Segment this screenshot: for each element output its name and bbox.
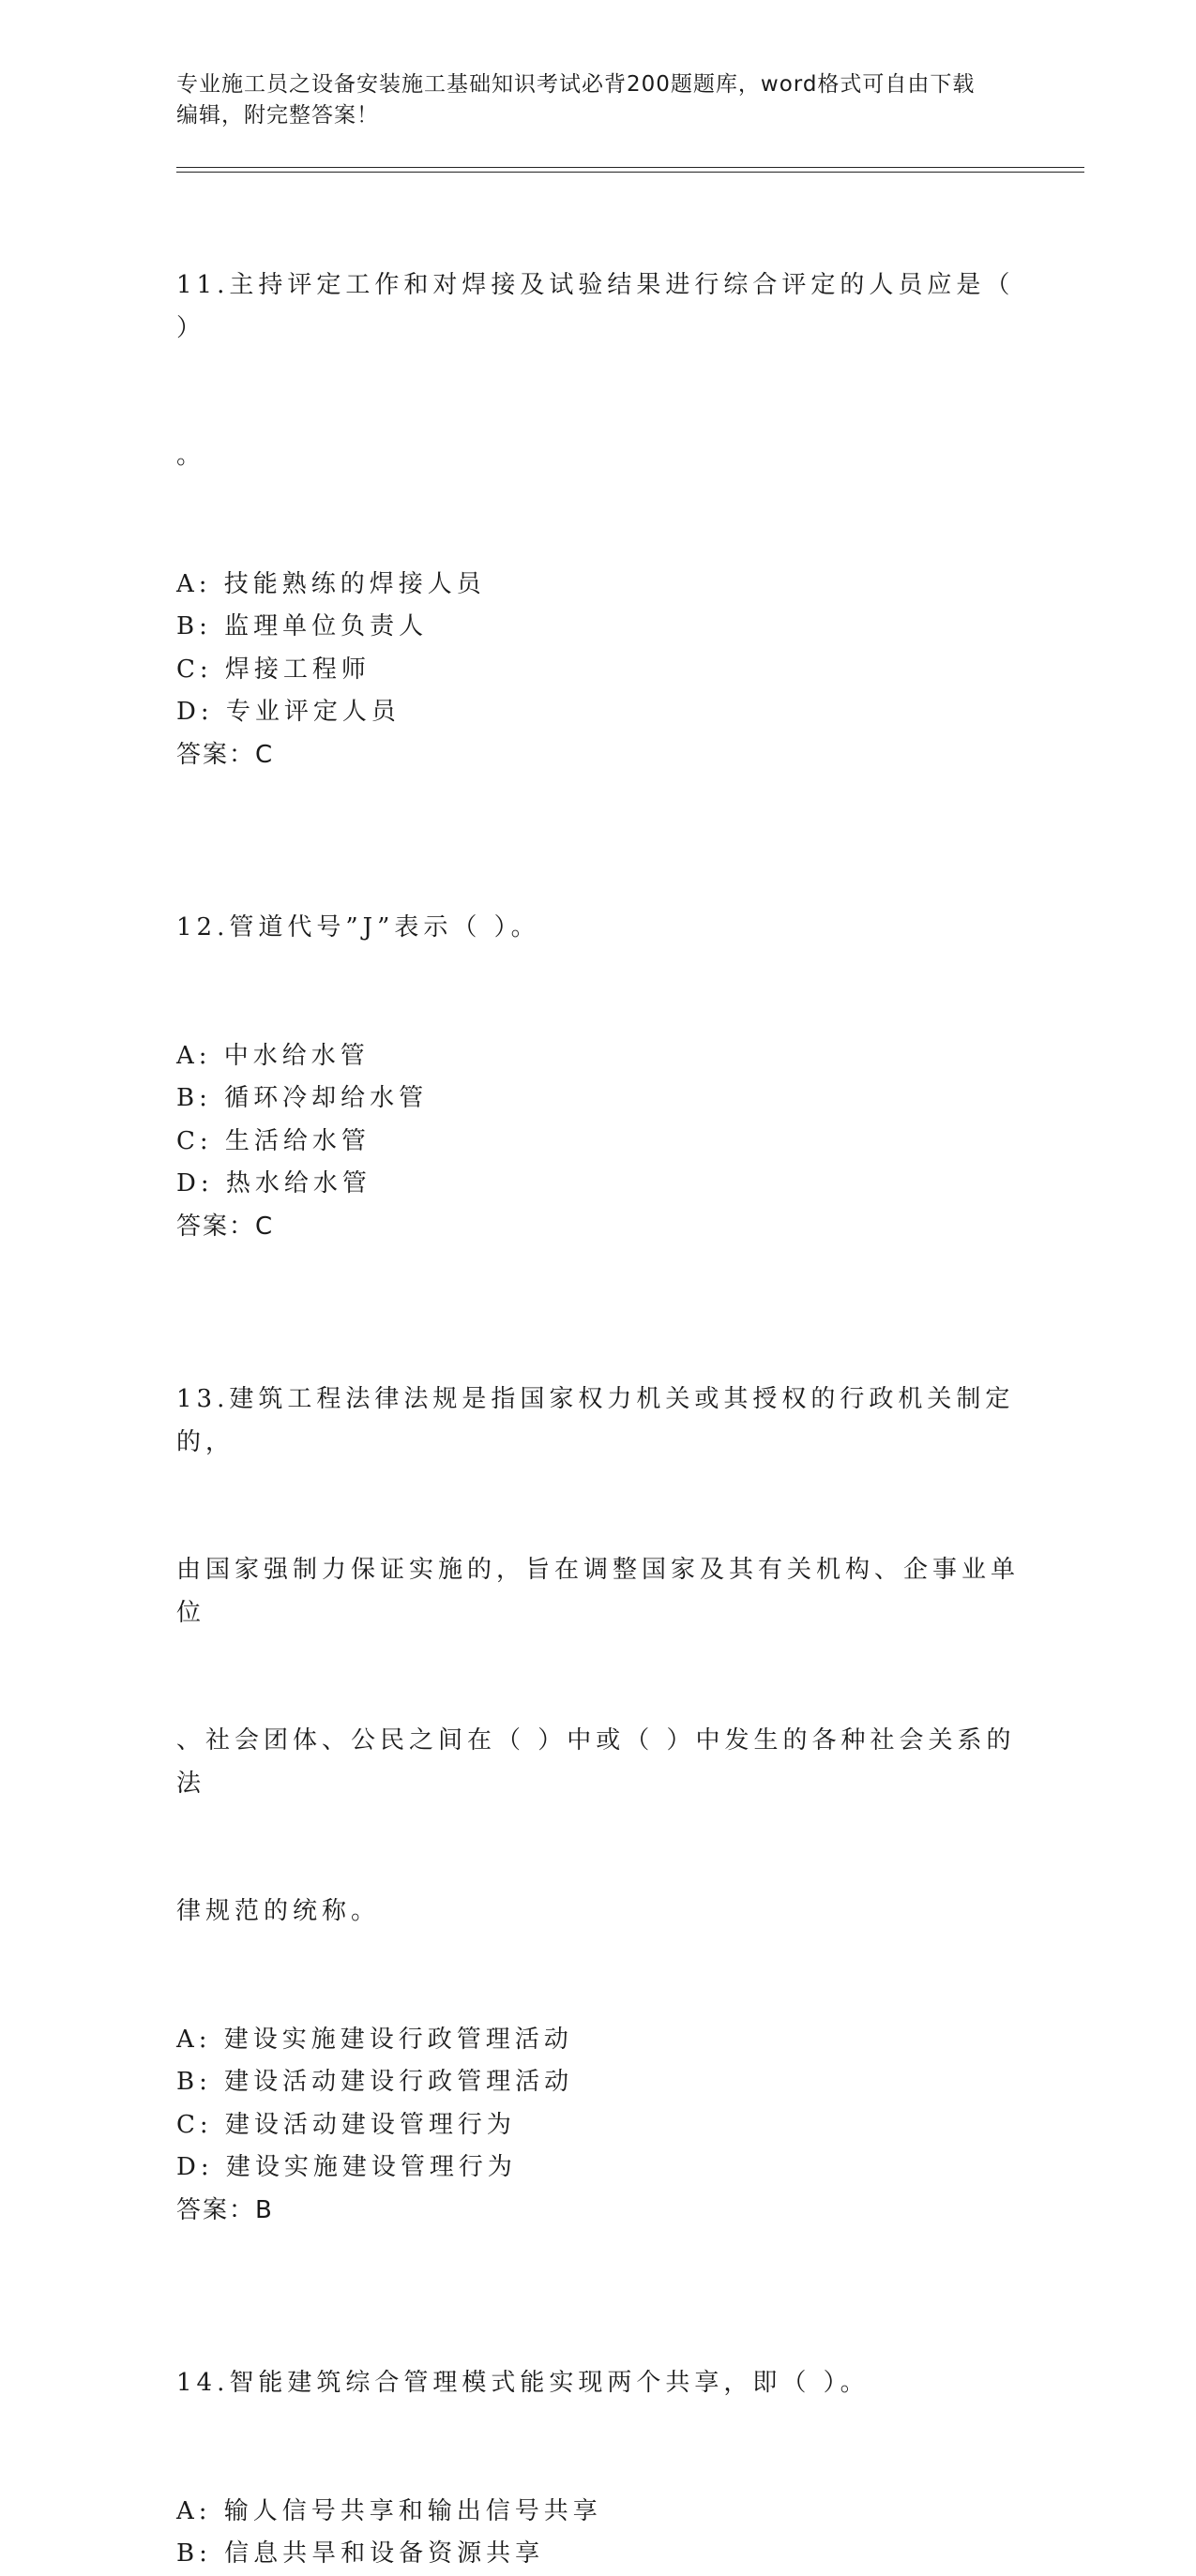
option-c: C: 焊接工程师 [176,655,371,684]
stem-line: 、社会团体、公民之间在（ ）中或（ ）中发生的各种社会关系的法 [176,1726,1016,1798]
option-d: D: 专业评定人员 [176,698,401,726]
question-11 [176,176,1027,776]
question-list [176,176,1027,2576]
question-spacer [176,1248,1021,1290]
header-line-1: 专业施工员之设备安装施工基础知识考试必背200题题库，word格式可自由下载 [176,72,976,97]
option-c: C: 生活给水管 [176,1126,371,1155]
option-b: B: 循环冷却给水管 [176,1084,429,1112]
option-a: A: 输人信号共享和输出信号共享 [176,2496,602,2525]
stem-line: 11.主持评定工作和对焊接及试验结果进行综合评定的人员应是（ ） [176,271,1027,342]
question-14 [176,2274,1021,2576]
stem-line: 13.建筑工程法律法规是指国家权力机关或其授权的行政机关制定的， [176,1385,1015,1456]
document-header [176,69,1021,131]
question-stem [176,819,1021,1035]
answer-line: 答案：C [176,740,275,769]
header-divider-top [176,167,1084,168]
option-b: B: 信息共旱和设备资源共享 [176,2539,545,2568]
stem-line: 14.智能建筑综合管理模式能实现两个共享，即（ ）。 [176,2369,870,2397]
stem-line: 。 [176,442,206,470]
stem-line: 12.管道代号”J”表示（ ）。 [176,913,540,942]
option-a: A: 技能熟练的焊接人员 [176,569,486,598]
stem-line: 律规范的统称。 [176,1897,381,1925]
option-d: D: 建设实施建设管理行为 [176,2153,517,2181]
question-spacer [176,2232,1021,2274]
question-stem [176,2274,1021,2491]
question-13 [176,1290,1021,2232]
answer-line: 答案：C [176,1212,275,1241]
option-a: A: 中水给水管 [176,1041,370,1070]
question-stem [176,1290,1021,2019]
option-b: B: 建设活动建设行政管理活动 [176,2068,574,2096]
answer-line: 答案：B [176,2195,274,2224]
option-c: C: 建设活动建设管理行为 [176,2110,516,2139]
header-line-2: 编辑，附完整答案！ [176,103,379,128]
option-b: B: 监理单位负责人 [176,612,429,640]
option-a: A: 建设实施建设行政管理活动 [176,2025,573,2054]
header-divider-bottom [176,172,1084,173]
question-stem [176,176,1027,564]
option-d: D: 热水给水管 [176,1169,371,1198]
stem-line: 由国家强制力保证实施的，旨在调整国家及其有关机构、企事业单位 [176,1556,1021,1627]
question-spacer [176,776,1021,819]
question-12 [176,819,1021,1248]
